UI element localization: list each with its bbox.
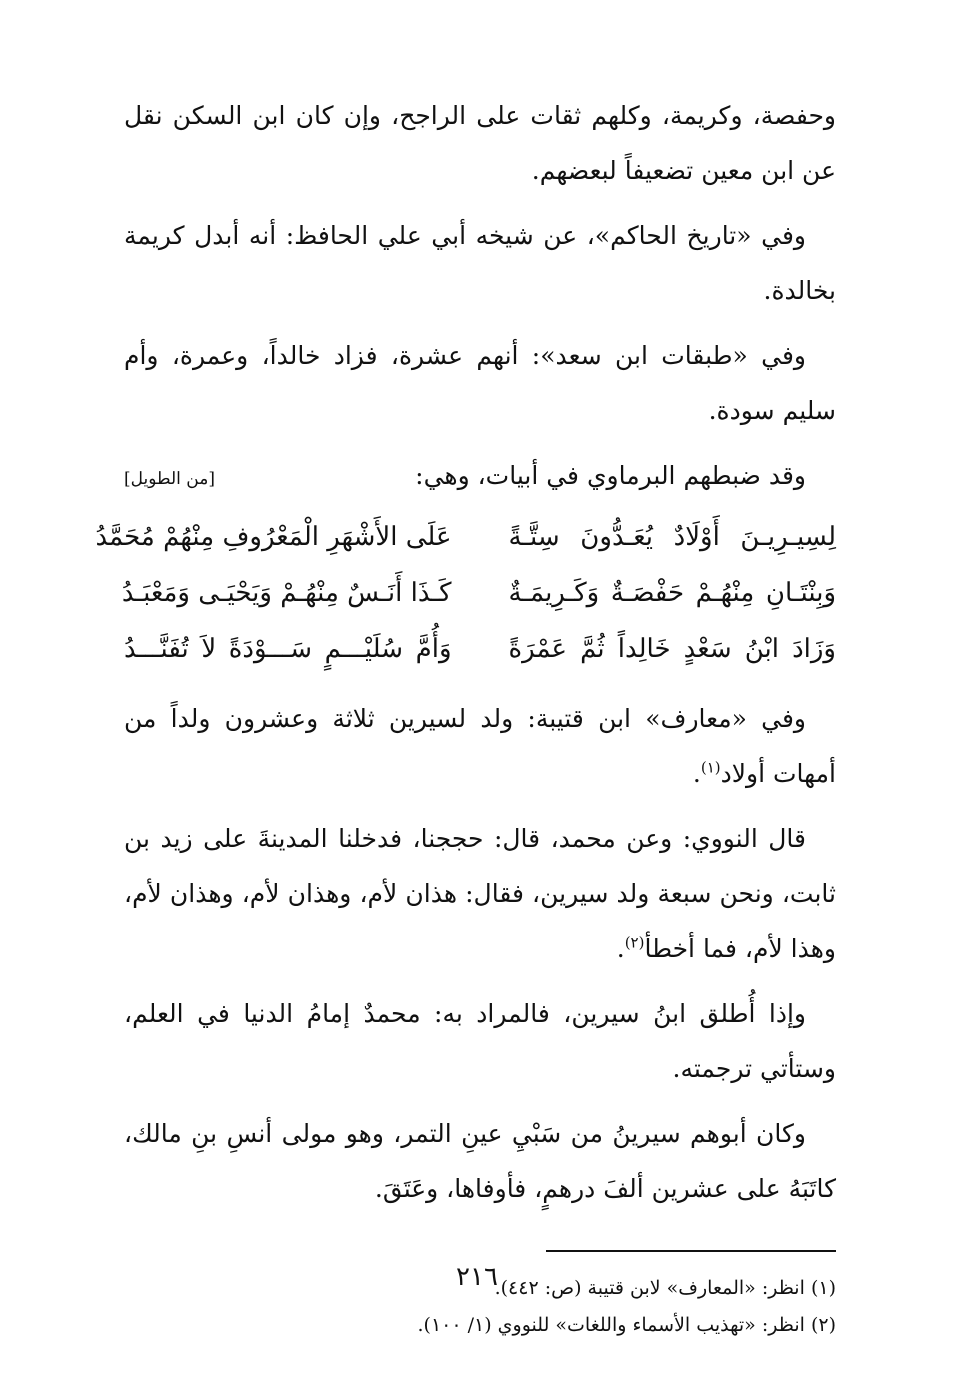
verse-second-hemistich: كَـذَا أَنَـسٌ مِنْهُـمْ وَيَحْيَـى وَمَعْبَـدُ (121, 578, 452, 608)
poem-intro (124, 448, 836, 507)
page-number: ٢١٦ (456, 1262, 498, 1292)
verse-first-hemistich: وَزَادَ ابْنُ سَعْدٍ خَالِداً ثُمَّ عَمْرَةً (508, 634, 836, 664)
footnote-divider (546, 1250, 836, 1252)
paragraph-5-text: وفي «معارف» ابن قتيبة: ولد لسيرين ثلاثة وعشرون ولداً من أمهات أولاد (124, 704, 836, 788)
paragraph-7-text: وإذا أُطلق ابنُ سيرين، فالمراد به: محمدٌ إمامُ الدنيا في العلم، وستأتي ترجمته. (124, 999, 836, 1083)
verse-second-hemistich: عَلَى الأَشْهَرِ الْمَعْرُوفِ مِنْهُمْ مُحَمَّدُ (95, 522, 452, 552)
footnote-text: انظر: «تهذيب الأسماء واللغات» للنووي (١/ ١٠٠). (417, 1314, 805, 1336)
paragraph-3 (124, 328, 836, 438)
paragraph-6: قال النووي: وعن محمد، قال: حججنا، فدخلنا المدينةَ على زيد بن ثابت، ونحن سبعة ولد سيرين، فقال: هذان لأم، وهذان لأم، وهذان لأم، وهذا لأم، فما أخطأ$^{(٢)}$. (124, 824, 836, 963)
poem-verse (124, 621, 836, 677)
footnote-number: (١) (810, 1277, 836, 1299)
footnote-text: انظر: «المعارف» لابن قتيبة (ص: ٤٤٢). (494, 1277, 805, 1299)
footnote-ref-1[interactable]: (١) (700, 758, 721, 777)
footnote-number: (٢) (810, 1314, 836, 1336)
verse-first-hemistich: لِسِيـرِيـنَ أَوْلَادٌ يُعَـدُّونَ سِتَّـةً (508, 522, 836, 552)
paragraph-8-text: وكان أبوهم سيرينُ من سَبْيِ عينِ التمر، وهو مولى أنسِ بنِ مالك، كاتَبَهُ على عشرين ألفَ درهمٍ، فأوفاها، وعَتَقَ. (124, 1119, 836, 1203)
paragraph-1-text: وحفصة، وكريمة، وكلهم ثقات على الراجح، وإن كان ابن السكن نقل عن ابن معين تضعيفاً لبعضهم. (124, 101, 836, 185)
paragraph-2-text: وفي «تاريخ الحاكم»، عن شيخه أبي علي الحافظ: أنه أبدل كريمة بخالدة. (124, 221, 836, 305)
paragraph-3-text: وفي «طبقات ابن سعد»: أنهم عشرة، فزاد خالداً، وعمرة، وأم سليم سودة. (124, 341, 836, 425)
poem-verse (121, 565, 836, 621)
paragraph-1 (124, 88, 836, 198)
poem-intro-text: وقد ضبطهم البرماوي في أبيات، وهي: (415, 461, 806, 490)
poem-meter: [من الطويل] (124, 469, 215, 489)
verse-first-hemistich: وَبِنْتَـانِ مِنْهُـمْ حَفْصَـةٌ وَكَـرِيمَـةٌ (508, 578, 836, 608)
paragraph-5: وفي «معارف» ابن قتيبة: ولد لسيرين ثلاثة وعشرون ولداً من أمهات أولاد$^{(١)}$. (124, 704, 836, 788)
poem-verse (95, 509, 836, 565)
paragraph-6-text: قال النووي: وعن محمد، قال: حججنا، فدخلنا المدينةَ على زيد بن ثابت، ونحن سبعة ولد سيرين، فقال: هذان لأم، وهذان لأم، وهذان لأم، وهذا لأم، فما أخطأ (124, 824, 836, 963)
poem (95, 509, 836, 677)
paragraph-2 (124, 208, 836, 318)
footnote-2 (124, 1307, 836, 1344)
verse-second-hemistich: وَأُمَّ سُلَيْـــمٍ سَـــوْدَةً لاَ تُفَنَّـــدُ (124, 634, 452, 664)
footnote-ref-2[interactable]: (٢) (624, 933, 645, 952)
paragraph-7 (124, 986, 836, 1096)
paragraph-8 (124, 1106, 836, 1216)
